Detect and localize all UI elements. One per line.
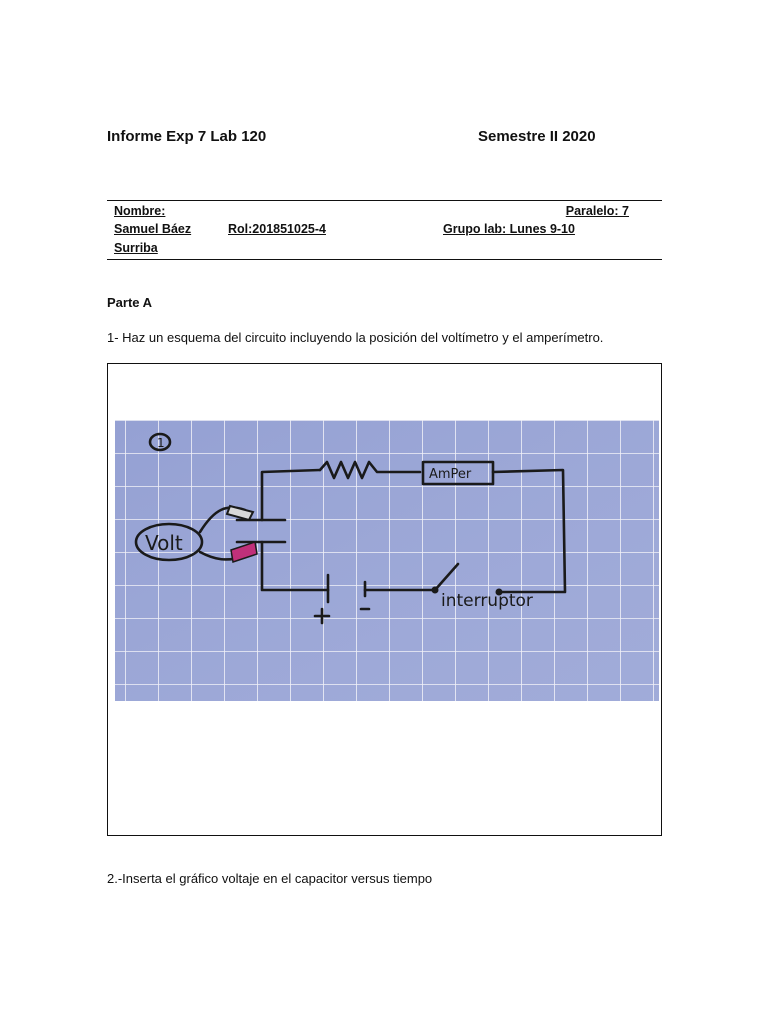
- circuit-sketch: [115, 420, 659, 701]
- question-1: 1- Haz un esquema del circuito incluyendo la posición del voltímetro y el amperímetro.: [107, 330, 604, 345]
- question-2: 2.-Inserta el gráfico voltaje en el capacitor versus tiempo: [107, 871, 433, 886]
- ammeter-label: AmPer: [429, 467, 472, 482]
- switch-contact-left: [432, 587, 439, 594]
- student-info-table: [107, 200, 662, 260]
- circled-number: 1: [157, 436, 165, 450]
- semester-title: Semestre II 2020: [478, 128, 596, 145]
- section-title: Parte A: [107, 295, 153, 310]
- circuit-sketch-photo: [115, 420, 659, 701]
- answer-box: [107, 363, 662, 836]
- switch-label: interruptor: [441, 591, 533, 611]
- voltmeter-label: Volt: [145, 531, 183, 555]
- student-name-line2: Surriba: [114, 241, 158, 255]
- student-name-line1: Samuel Báez: [114, 222, 192, 236]
- paralelo: Paralelo: 7: [565, 204, 629, 218]
- nombre-label: Nombre:: [114, 204, 166, 218]
- document-title: Informe Exp 7 Lab 120: [107, 128, 267, 145]
- lab-group: Grupo lab: Lunes 9-10: [443, 222, 575, 236]
- rol-number: Rol:201851025-4: [228, 222, 326, 236]
